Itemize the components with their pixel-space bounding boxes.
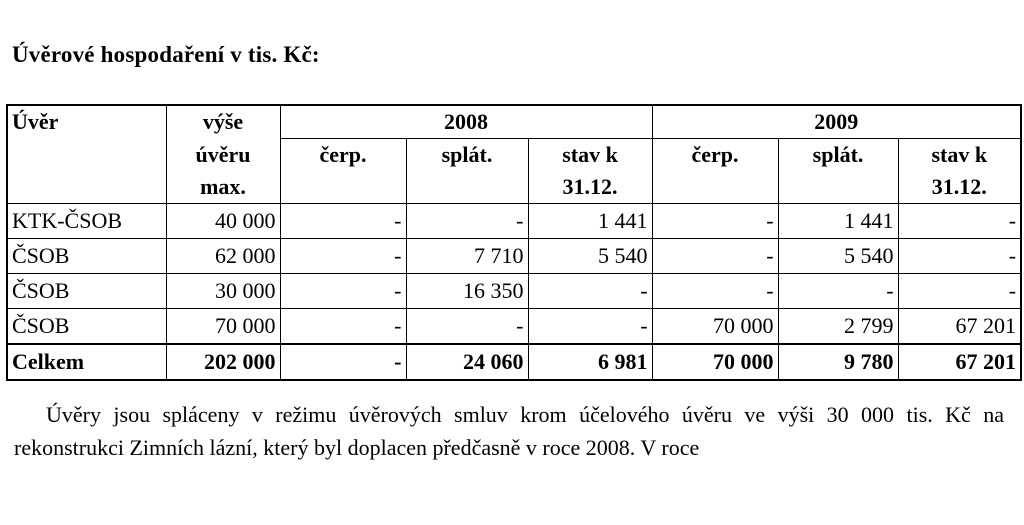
cerp-2008: - — [280, 204, 406, 239]
stav-2008: 1 441 — [528, 204, 652, 239]
table-row — [7, 274, 1021, 309]
loan-name: ČSOB — [7, 239, 166, 274]
cerp-2009: 70 000 — [652, 309, 778, 345]
splat-2009: 5 540 — [778, 239, 898, 274]
stav-2009: - — [898, 204, 1021, 239]
splat-2008: 7 710 — [406, 239, 528, 274]
header-cerp-2008: čerp. — [280, 139, 406, 204]
header-stav-2008-line2: 31.12. — [528, 171, 652, 204]
paragraph-text: Úvěry jsou spláceny v režimu úvěrových smluv krom účelového úvěru ve výši 30 000 tis. Kč na rekonstrukci Zimních lázní, který byl doplacen předčasně v roce 2008. V roce — [14, 402, 1004, 460]
stav-2008: 5 540 — [528, 239, 652, 274]
loan-max: 30 000 — [166, 274, 280, 309]
table-row — [7, 204, 1021, 239]
cerp-2009: - — [652, 274, 778, 309]
stav-2008: - — [528, 309, 652, 345]
section-title: Úvěrové hospodaření v tis. Kč: — [12, 42, 320, 67]
table-row — [7, 239, 1021, 274]
loan-max: 40 000 — [166, 204, 280, 239]
splat-2008: - — [406, 309, 528, 345]
table-row — [7, 309, 1021, 345]
loan-name: KTK-ČSOB — [7, 204, 166, 239]
header-year-2009: 2009 — [652, 105, 1021, 139]
splat-2008: 16 350 — [406, 274, 528, 309]
cerp-2009: - — [652, 239, 778, 274]
header-loan: Úvěr — [7, 105, 166, 204]
stav-2008: - — [528, 274, 652, 309]
total-splat-2009: 9 780 — [778, 344, 898, 380]
splat-2009: - — [778, 274, 898, 309]
header-splat-2009: splát. — [778, 139, 898, 204]
total-stav-2009: 67 201 — [898, 344, 1021, 380]
total-splat-2008: 24 060 — [406, 344, 528, 380]
splat-2008: - — [406, 204, 528, 239]
header-stav-2009-line2: 31.12. — [898, 171, 1021, 204]
total-row — [7, 344, 1021, 380]
stav-2009: - — [898, 239, 1021, 274]
header-cerp-2009: čerp. — [652, 139, 778, 204]
cerp-2008: - — [280, 239, 406, 274]
header-max-line2: úvěru — [166, 139, 280, 172]
cerp-2008: - — [280, 274, 406, 309]
header-max-line1: výše — [166, 105, 280, 139]
total-cerp-2009: 70 000 — [652, 344, 778, 380]
total-stav-2008: 6 981 — [528, 344, 652, 380]
cerp-2009: - — [652, 204, 778, 239]
cerp-2008: - — [280, 309, 406, 345]
header-stav-2009-line1: stav k — [898, 139, 1021, 172]
body-paragraph — [14, 398, 1004, 464]
loan-name: ČSOB — [7, 274, 166, 309]
loan-max: 70 000 — [166, 309, 280, 345]
loan-max: 62 000 — [166, 239, 280, 274]
header-stav-2008-line1: stav k — [528, 139, 652, 172]
loan-name: ČSOB — [7, 309, 166, 345]
header-max-line3: max. — [166, 171, 280, 204]
loan-table — [6, 104, 1022, 381]
header-splat-2008: splát. — [406, 139, 528, 204]
stav-2009: - — [898, 274, 1021, 309]
splat-2009: 1 441 — [778, 204, 898, 239]
splat-2009: 2 799 — [778, 309, 898, 345]
total-cerp-2008: - — [280, 344, 406, 380]
total-max: 202 000 — [166, 344, 280, 380]
header-year-2008: 2008 — [280, 105, 652, 139]
stav-2009: 67 201 — [898, 309, 1021, 345]
total-label: Celkem — [7, 344, 166, 380]
